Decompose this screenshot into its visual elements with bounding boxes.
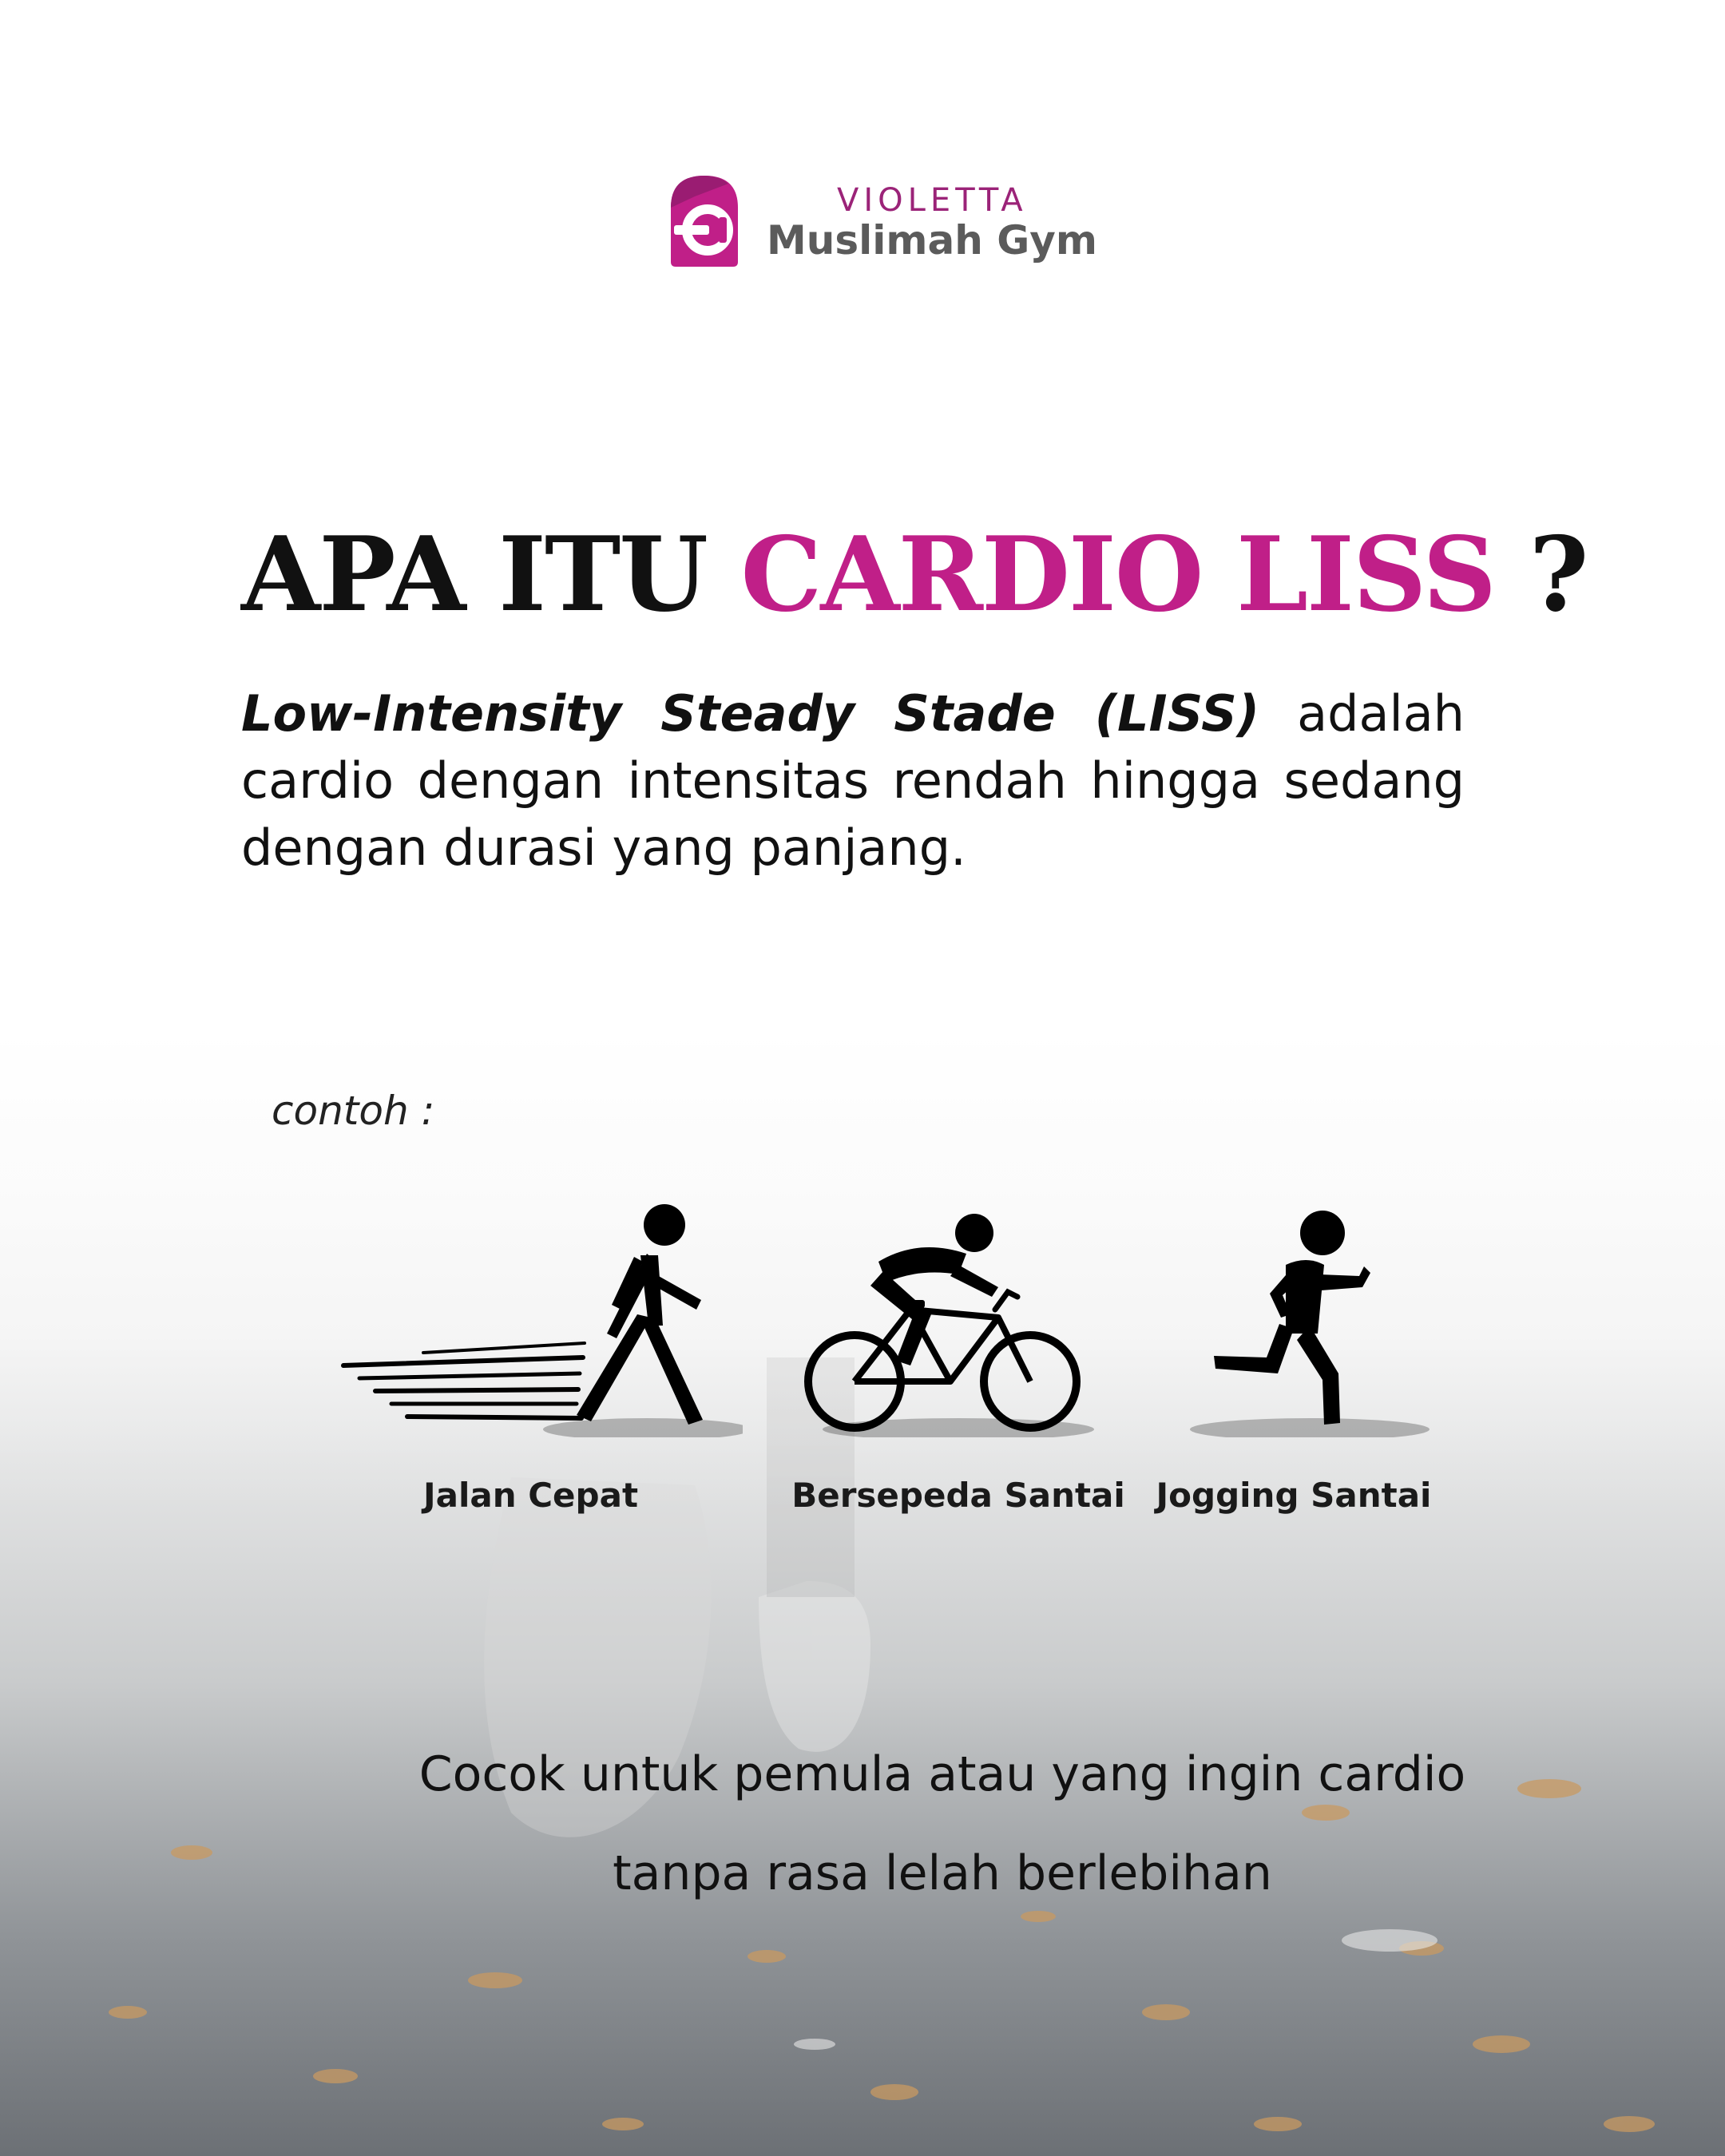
definition-term: Low-Intensity Steady Stade (LISS) [241, 684, 1260, 743]
brand-bottom-text: Muslimah Gym [767, 217, 1097, 264]
brand-top-text: VIOLETTA [837, 182, 1028, 219]
title-suffix: ? [1529, 515, 1588, 635]
example-item-cycling [791, 1198, 1126, 1533]
definition-paragraph [241, 680, 1465, 882]
walking-person-icon [327, 1198, 743, 1437]
example-item-jogging [1150, 1198, 1438, 1533]
example-label-walking: Jalan Cepat [423, 1476, 639, 1515]
cyclist-icon [791, 1198, 1126, 1437]
closing-line-2: tanpa rasa lelah berlebihan [613, 1845, 1272, 1901]
example-label-jogging: Jogging Santai [1156, 1476, 1432, 1515]
example-label-cycling: Bersepeda Santai [791, 1476, 1125, 1515]
example-item-walking [327, 1198, 743, 1533]
examples-label: contoh : [272, 1088, 435, 1134]
violetta-logo-icon [663, 172, 746, 268]
definition-text: adalah cardio dengan intensitas rendah hingga sedang dengan durasi yang panjang. [241, 684, 1465, 877]
closing-line-1: Cocok untuk pemula atau yang ingin cardio [418, 1746, 1466, 1802]
brand-logo [663, 168, 1097, 271]
title-accent: CARDIO LISS [740, 515, 1495, 635]
running-person-icon [1150, 1198, 1438, 1437]
title-prefix: APA ITU [241, 515, 707, 635]
closing-text [303, 1725, 1581, 1923]
page-title [241, 511, 1587, 639]
